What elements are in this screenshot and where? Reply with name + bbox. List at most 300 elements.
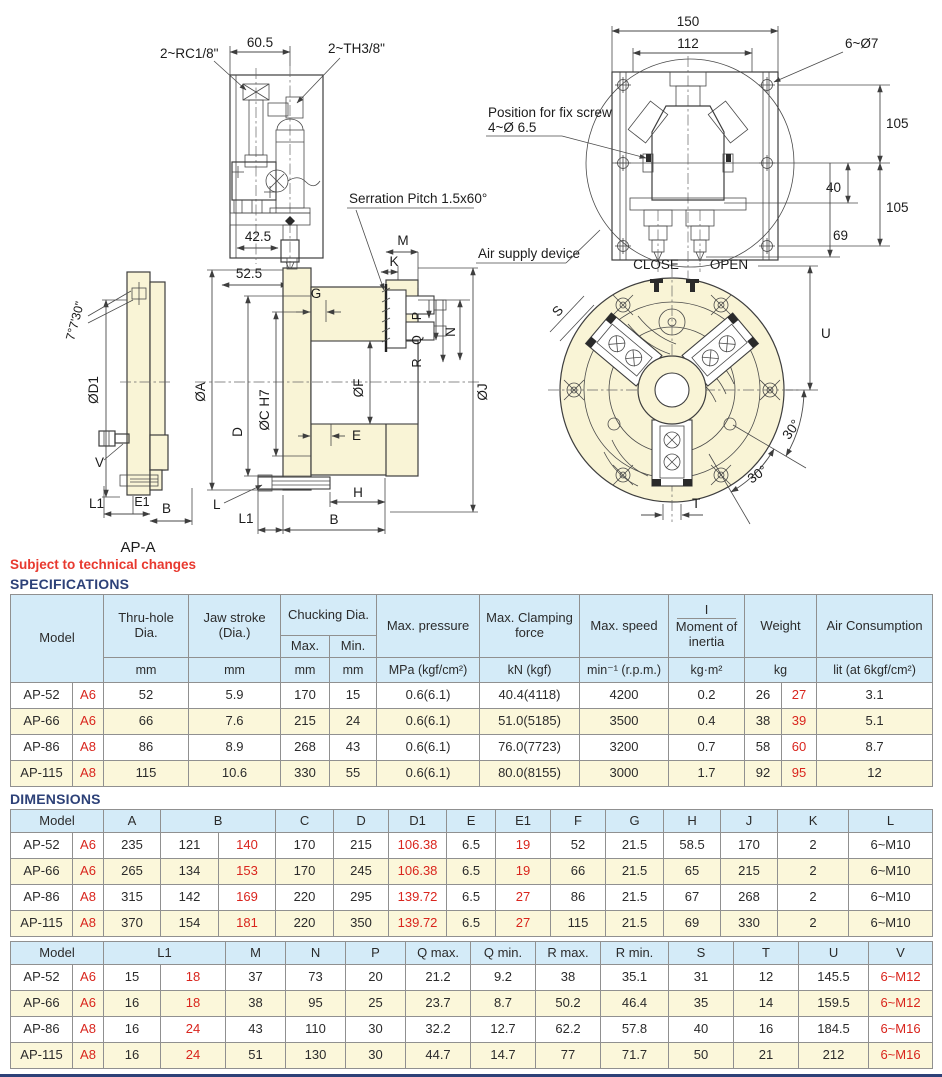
table-cell: 14.7 [471, 1043, 536, 1069]
table-cell: 38 [226, 991, 286, 1017]
unit-pressure: MPa (kgf/cm²) [377, 658, 480, 683]
table-cell: 52 [104, 683, 189, 709]
table-cell: 35 [669, 991, 734, 1017]
dimensions-table-1 [10, 809, 933, 937]
table-cell: 7.6 [189, 709, 281, 735]
side-view-drawing [63, 272, 192, 556]
table-cell: 38 [536, 965, 601, 991]
col-header-inertia [669, 595, 745, 658]
dim-label-c: ØC H7 [257, 389, 272, 431]
technical-changes-note: Subject to technical changes [10, 557, 197, 572]
table-cell: 215 [334, 833, 389, 859]
table-cell: 6~M16 [869, 1043, 933, 1069]
table-cell: 86 [551, 885, 606, 911]
dim1-header-d: D [334, 810, 389, 833]
table-cell: 220 [276, 885, 334, 911]
table-cell: 6~M16 [869, 1017, 933, 1043]
fix-screw-label-1: Position for fix screw [488, 105, 612, 120]
table-cell: 27 [782, 683, 817, 709]
dim-label-150: 150 [676, 14, 700, 29]
dim-label-d: D [230, 427, 245, 437]
unit-force: kN (kgf) [480, 658, 580, 683]
dim-label-p: P [410, 311, 424, 321]
table-cell: A8 [73, 1017, 104, 1043]
dim-label-42-5: 42.5 [244, 229, 272, 244]
table-cell: 44.7 [406, 1043, 471, 1069]
col-header-chucking: Chucking Dia. [281, 595, 377, 636]
table-cell: 215 [281, 709, 330, 735]
table-cell: 6~M10 [849, 833, 933, 859]
table-cell: 315 [104, 885, 161, 911]
table-cell: 50.2 [536, 991, 601, 1017]
section-view-drawing [193, 191, 490, 534]
unit-min: mm [330, 658, 377, 683]
col-header-jaw-stroke: Jaw stroke (Dia.) [189, 595, 281, 658]
table-cell: 6~M10 [849, 859, 933, 885]
col-header-speed: Max. speed [580, 595, 669, 658]
table-cell: 24 [161, 1043, 226, 1069]
table-cell: 12 [817, 761, 933, 787]
fix-screw-label-2: 4~Ø 6.5 [488, 120, 537, 135]
col-header-thru-hole: Thru-hole Dia. [104, 595, 189, 658]
dim2-header-s: S [669, 942, 734, 965]
table-cell: 21.5 [606, 833, 664, 859]
serration-label: Serration Pitch 1.5x60° [349, 191, 488, 206]
table-cell: 3000 [580, 761, 669, 787]
table-cell: 2 [778, 859, 849, 885]
table-cell: 35.1 [601, 965, 669, 991]
port-label-th38: 2~TH3/8" [328, 41, 385, 56]
dim-label-105b: 105 [886, 200, 909, 215]
table-cell: 18 [161, 991, 226, 1017]
table-cell: 8.9 [189, 735, 281, 761]
table-cell: 24 [161, 1017, 226, 1043]
col-header-chucking-max: Max. [281, 636, 330, 658]
specifications-title: SPECIFICATIONS [10, 576, 130, 592]
table-cell: 57.8 [601, 1017, 669, 1043]
table-cell: 50 [669, 1043, 734, 1069]
dim1-header-e: E [447, 810, 496, 833]
table-cell: 19 [496, 859, 551, 885]
dim-label-j: ØJ [475, 383, 490, 401]
table-cell: 106.38 [389, 833, 447, 859]
table-cell: 6~M12 [869, 991, 933, 1017]
table-cell: 32.2 [406, 1017, 471, 1043]
table-cell: 170 [281, 683, 330, 709]
table-cell: 121 [161, 833, 219, 859]
table-cell: 16 [104, 991, 161, 1017]
table-cell: 235 [104, 833, 161, 859]
table-cell: 295 [334, 885, 389, 911]
table-cell: A8 [73, 911, 104, 937]
table-cell: AP-86 [11, 1017, 73, 1043]
table-cell: 0.6(6.1) [377, 735, 480, 761]
table-cell: 134 [161, 859, 219, 885]
table-cell: 1.7 [669, 761, 745, 787]
col-header-chucking-min: Min. [330, 636, 377, 658]
dim-label-52-5: 52.5 [235, 266, 263, 281]
table-cell: 154 [161, 911, 219, 937]
table-cell: 21.5 [606, 859, 664, 885]
dim-label-60-5: 60.5 [246, 35, 274, 50]
table-cell: 16 [104, 1017, 161, 1043]
table-cell: 43 [226, 1017, 286, 1043]
dim1-header-j: J [721, 810, 778, 833]
dim-label-e: E [352, 428, 362, 443]
table-row [11, 885, 933, 911]
table-cell: 40 [669, 1017, 734, 1043]
dimensions-table-2 [10, 941, 933, 1069]
table-row [11, 965, 933, 991]
unit-air: lit (at 6kgf/cm²) [817, 658, 933, 683]
dim1-header-f: F [551, 810, 606, 833]
table-cell: 0.6(6.1) [377, 709, 480, 735]
table-cell: 73 [286, 965, 346, 991]
table-cell: 2 [778, 833, 849, 859]
table-cell: 10.6 [189, 761, 281, 787]
close-label: CLOSE [633, 257, 679, 272]
table-cell: 21.2 [406, 965, 471, 991]
table-cell: AP-86 [11, 885, 73, 911]
dim-label-g: G [310, 286, 322, 301]
table-cell: A8 [73, 885, 104, 911]
dim2-header-n: N [286, 942, 346, 965]
port-label-rc18: 2~RC1/8" [160, 46, 219, 61]
table-cell: 40.4(4118) [480, 683, 580, 709]
dim1-header-k: K [778, 810, 849, 833]
table-cell: 27 [496, 911, 551, 937]
table-cell: A8 [73, 1043, 104, 1069]
table-cell: 23.7 [406, 991, 471, 1017]
dim-label-f: ØF [351, 378, 366, 398]
dim-label-angle: 7°7'30" [63, 300, 88, 342]
table-cell: 0.2 [669, 683, 745, 709]
dim-label-40: 40 [826, 180, 842, 195]
dim2-header-model: Model [11, 942, 104, 965]
table-row [11, 859, 933, 885]
table-cell: 15 [104, 965, 161, 991]
unit-jaw: mm [189, 658, 281, 683]
table-cell: 110 [286, 1017, 346, 1043]
dim1-header-g: G [606, 810, 664, 833]
unit-max: mm [281, 658, 330, 683]
table-cell: 2 [778, 885, 849, 911]
table-cell: 43 [330, 735, 377, 761]
table-cell: 51 [226, 1043, 286, 1069]
table-cell: 38 [745, 709, 782, 735]
table-cell: 30 [346, 1017, 406, 1043]
col-header-model: Model [11, 595, 104, 683]
table-cell: 115 [551, 911, 606, 937]
view-caption-ap-a: AP-A [120, 539, 156, 556]
table-cell: 80.0(8155) [480, 761, 580, 787]
table-cell: 170 [276, 859, 334, 885]
table-cell: 330 [281, 761, 330, 787]
table-cell: 4200 [580, 683, 669, 709]
table-cell: 181 [219, 911, 276, 937]
mount-view-drawing [476, 14, 909, 278]
dim-label-b: B [329, 512, 339, 527]
table-cell: 3.1 [817, 683, 933, 709]
dim-label-e1: E1 [134, 495, 150, 509]
dim2-header-t: T [734, 942, 799, 965]
table-cell: 245 [334, 859, 389, 885]
table-cell: A6 [73, 833, 104, 859]
table-cell: 92 [745, 761, 782, 787]
dim1-header-c: C [276, 810, 334, 833]
table-cell: 6.5 [447, 911, 496, 937]
dim-label-l1-side: L1 [89, 496, 105, 511]
table-cell: AP-66 [11, 859, 73, 885]
table-cell: 95 [782, 761, 817, 787]
table-cell: 62.2 [536, 1017, 601, 1043]
table-cell: 159.5 [799, 991, 869, 1017]
dim2-header-v: V [869, 942, 933, 965]
table-cell: A6 [73, 991, 104, 1017]
table-cell: 30 [346, 1043, 406, 1069]
table-cell: 8.7 [471, 991, 536, 1017]
dim-label-k: K [389, 254, 399, 269]
table-cell: 6~M12 [869, 965, 933, 991]
table-row [11, 1043, 933, 1069]
table-cell: 268 [721, 885, 778, 911]
table-cell: 142 [161, 885, 219, 911]
table-cell: AP-52 [11, 833, 73, 859]
table-cell: 95 [286, 991, 346, 1017]
table-cell: 24 [330, 709, 377, 735]
dim2-header-l1: L1 [104, 942, 226, 965]
table-cell: 52 [551, 833, 606, 859]
table-cell: 330 [721, 911, 778, 937]
table-cell: 86 [104, 735, 189, 761]
angle-label-30b: 30° [744, 462, 771, 487]
dim-label-l: L [213, 497, 221, 512]
table-cell: 39 [782, 709, 817, 735]
air-device-drawing [160, 35, 385, 285]
table-cell: 153 [219, 859, 276, 885]
table-cell: 6.5 [447, 885, 496, 911]
dim-label-112: 112 [677, 36, 699, 51]
table-cell: 215 [721, 859, 778, 885]
dim1-header-b: B [161, 810, 276, 833]
dim2-header-r-min: R min. [601, 942, 669, 965]
table-cell: A8 [73, 761, 104, 787]
table-cell: 66 [104, 709, 189, 735]
table-cell: 2 [778, 911, 849, 937]
table-cell: 6~M10 [849, 885, 933, 911]
table-cell: AP-66 [11, 991, 73, 1017]
table-cell: 0.6(6.1) [377, 683, 480, 709]
table-cell: 5.1 [817, 709, 933, 735]
dim-label-d1: ØD1 [86, 376, 101, 404]
table-cell: 6.5 [447, 859, 496, 885]
table-cell: A6 [73, 859, 104, 885]
valve-stems [644, 210, 714, 261]
table-row [11, 1017, 933, 1043]
table-cell: 184.5 [799, 1017, 869, 1043]
dim-label-r: R [410, 358, 424, 368]
dim-label-v: V [95, 455, 105, 470]
table-cell: 8.7 [817, 735, 933, 761]
table-cell: 169 [219, 885, 276, 911]
table-cell: A6 [73, 683, 104, 709]
front-view-drawing [548, 266, 831, 524]
table-cell: 31 [669, 965, 734, 991]
table-cell: 145.5 [799, 965, 869, 991]
table-cell: 27 [496, 885, 551, 911]
dim-label-m: M [397, 233, 409, 248]
table-cell: 77 [536, 1043, 601, 1069]
dim2-header-m: M [226, 942, 286, 965]
holes-label: 6~Ø7 [845, 36, 879, 51]
dim1-header-d1: D1 [389, 810, 447, 833]
dim-label-a: ØA [193, 382, 208, 402]
dim-label-t: T [692, 496, 701, 511]
table-cell: 170 [721, 833, 778, 859]
table-cell: 0.4 [669, 709, 745, 735]
table-cell: 67 [664, 885, 721, 911]
dim1-header-e1: E1 [496, 810, 551, 833]
inertia-symbol: I [677, 603, 736, 620]
table-cell: 15 [330, 683, 377, 709]
table-cell: 3500 [580, 709, 669, 735]
table-cell: AP-115 [11, 911, 73, 937]
unit-inertia: kg·m² [669, 658, 745, 683]
table-cell: A8 [73, 735, 104, 761]
dimensions-title: DIMENSIONS [10, 791, 101, 807]
dim2-header-p: P [346, 942, 406, 965]
dim-label-69: 69 [833, 228, 849, 243]
table-cell: 130 [286, 1043, 346, 1069]
chuck-jaw [652, 420, 692, 486]
open-label: OPEN [709, 257, 749, 272]
table-cell: 76.0(7723) [480, 735, 580, 761]
table-cell: 58.5 [664, 833, 721, 859]
table-cell: 46.4 [601, 991, 669, 1017]
dim-label-h: H [353, 485, 363, 500]
dim-label-s: S [549, 302, 567, 320]
table-cell: 20 [346, 965, 406, 991]
dim-label-105a: 105 [886, 116, 909, 131]
table-cell: 19 [496, 833, 551, 859]
table-cell: A6 [73, 709, 104, 735]
table-cell: 14 [734, 991, 799, 1017]
dim-label-n: N [443, 327, 458, 337]
table-cell: 58 [745, 735, 782, 761]
dim2-header-q-min: Q min. [471, 942, 536, 965]
table-row [11, 683, 933, 709]
plate-screws [615, 77, 775, 254]
table-cell: 69 [664, 911, 721, 937]
inertia-caption: Moment of inertia [675, 619, 738, 649]
dim2-header-u: U [799, 942, 869, 965]
table-cell: 0.6(6.1) [377, 761, 480, 787]
table-cell: 6.5 [447, 833, 496, 859]
table-cell: 3200 [580, 735, 669, 761]
table-cell: 12.7 [471, 1017, 536, 1043]
table-row [11, 735, 933, 761]
dim2-header-r-max: R max. [536, 942, 601, 965]
table-cell: 139.72 [389, 885, 447, 911]
table-cell: 66 [551, 859, 606, 885]
col-header-clamping-force: Max. Clamping force [480, 595, 580, 658]
specifications-table [10, 594, 933, 787]
dim-label-u: U [821, 326, 831, 341]
table-cell: AP-52 [11, 683, 73, 709]
table-cell: 140 [219, 833, 276, 859]
dim1-header-a: A [104, 810, 161, 833]
table-cell: 60 [782, 735, 817, 761]
table-cell: 265 [104, 859, 161, 885]
unit-weight: kg [745, 658, 817, 683]
table-cell: 51.0(5185) [480, 709, 580, 735]
table-cell: 106.38 [389, 859, 447, 885]
table-cell: 212 [799, 1043, 869, 1069]
table-cell: 21.5 [606, 911, 664, 937]
dim-label-b-side: B [162, 501, 172, 516]
table-cell: AP-66 [11, 709, 73, 735]
col-header-weight: Weight [745, 595, 817, 658]
dim-label-q: Q [410, 335, 424, 345]
dim1-header-l: L [849, 810, 933, 833]
dim2-header-q-max: Q max. [406, 942, 471, 965]
table-cell: AP-52 [11, 965, 73, 991]
table-cell: AP-115 [11, 761, 73, 787]
table-row [11, 833, 933, 859]
table-cell: 18 [161, 965, 226, 991]
table-cell: 0.7 [669, 735, 745, 761]
table-cell: 268 [281, 735, 330, 761]
table-cell: 37 [226, 965, 286, 991]
dim1-header-h: H [664, 810, 721, 833]
table-cell: 220 [276, 911, 334, 937]
table-cell: 139.72 [389, 911, 447, 937]
table-cell: 26 [745, 683, 782, 709]
table-cell: 55 [330, 761, 377, 787]
table-cell: 16 [104, 1043, 161, 1069]
table-row [11, 991, 933, 1017]
col-header-pressure: Max. pressure [377, 595, 480, 658]
table-cell: 370 [104, 911, 161, 937]
table-cell: AP-115 [11, 1043, 73, 1069]
table-row [11, 761, 933, 787]
table-cell: 71.7 [601, 1043, 669, 1069]
table-row [11, 709, 933, 735]
table-cell: 65 [664, 859, 721, 885]
table-cell: AP-86 [11, 735, 73, 761]
table-cell: 21.5 [606, 885, 664, 911]
table-cell: 170 [276, 833, 334, 859]
table-cell: 25 [346, 991, 406, 1017]
air-supply-label: Air supply device [478, 246, 581, 261]
unit-speed: min⁻¹ (r.p.m.) [580, 658, 669, 683]
table-row [11, 911, 933, 937]
table-cell: 115 [104, 761, 189, 787]
table-cell: 9.2 [471, 965, 536, 991]
table-cell: 350 [334, 911, 389, 937]
unit-thru: mm [104, 658, 189, 683]
dim-label-l1: L1 [238, 511, 254, 526]
table-cell: 16 [734, 1017, 799, 1043]
table-cell: 5.9 [189, 683, 281, 709]
angle-label-30a: 30° [779, 416, 804, 443]
dim1-header-model: Model [11, 810, 104, 833]
table-cell: A6 [73, 965, 104, 991]
table-cell: 21 [734, 1043, 799, 1069]
col-header-air-consumption: Air Consumption [817, 595, 933, 658]
table-cell: 12 [734, 965, 799, 991]
table-cell: 6~M10 [849, 911, 933, 937]
